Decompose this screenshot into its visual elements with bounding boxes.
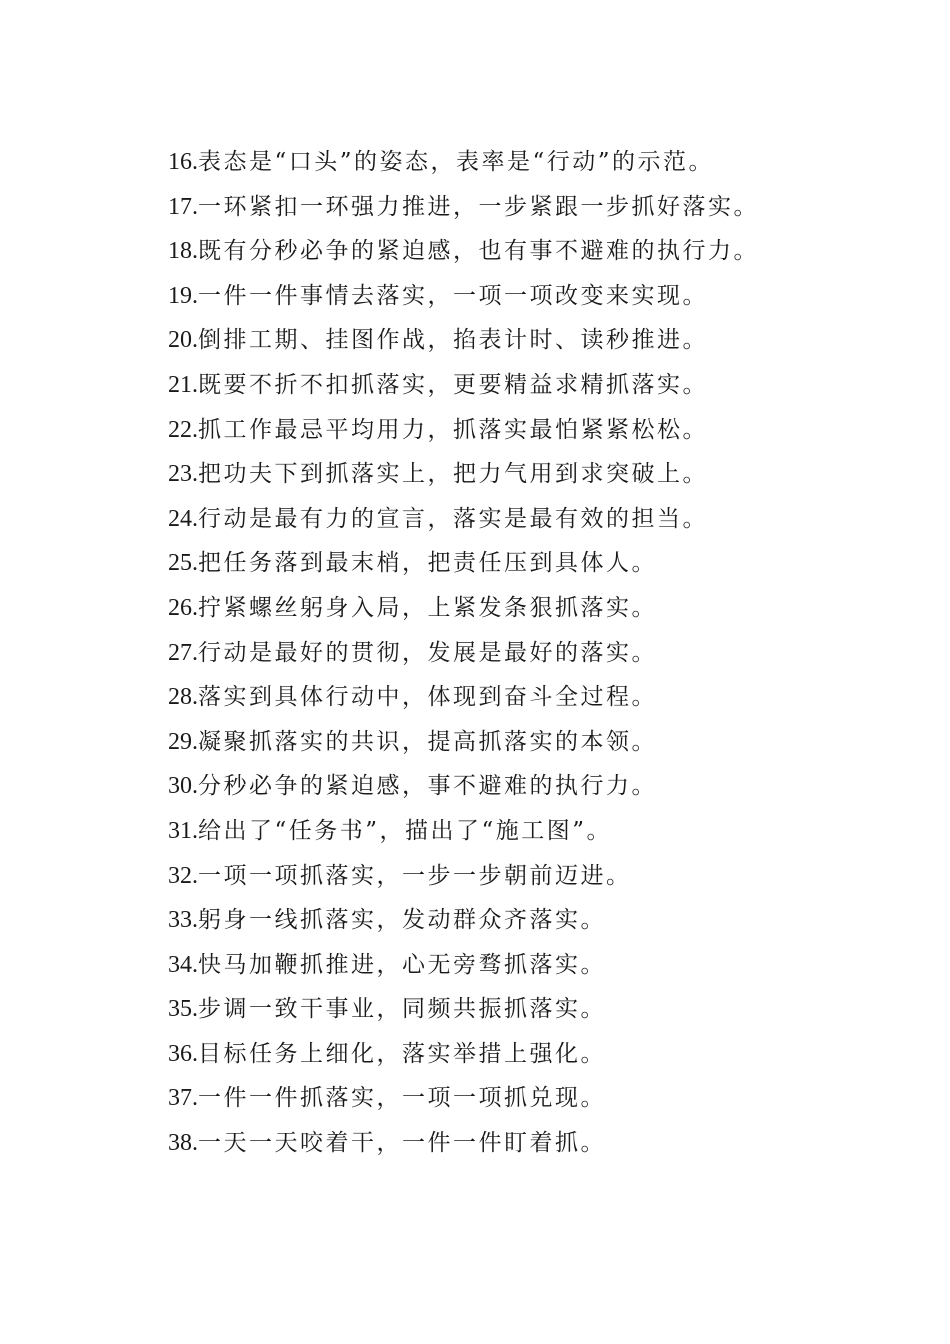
slogan-list (168, 140, 928, 1166)
list-item (168, 497, 928, 542)
item-number: 38. (168, 1130, 198, 1157)
item-text: 一件一件事情去落实，一项一项改变来实现。 (198, 282, 708, 309)
item-number: 21. (168, 371, 198, 398)
item-number: 18. (168, 238, 198, 265)
list-item (168, 274, 928, 319)
item-text: 表态是“口头”的姿态，表率是“行动”的示范。 (198, 149, 715, 175)
item-text: 快马加鞭抓推进，心无旁骛抓落实。 (198, 951, 606, 978)
item-text: 步调一致干事业，同频共振抓落实。 (198, 996, 606, 1023)
list-item (168, 140, 928, 185)
item-text: 凝聚抓落实的共识，提高抓落实的本领。 (198, 728, 657, 755)
item-text: 目标任务上细化，落实举措上强化。 (198, 1040, 606, 1067)
item-text: 拧紧螺丝躬身入局，上紧发条狠抓落实。 (198, 594, 657, 621)
list-item (168, 631, 928, 676)
list-item (168, 229, 928, 274)
item-text: 落实到具体行动中，体现到奋斗全过程。 (198, 684, 657, 711)
list-item (168, 809, 928, 854)
item-number: 28. (168, 684, 198, 711)
list-item (168, 408, 928, 453)
item-text: 行动是最好的贯彻，发展是最好的落实。 (198, 639, 657, 666)
list-item (168, 1076, 928, 1121)
list-item (168, 898, 928, 943)
item-number: 32. (168, 862, 198, 889)
item-text: 既有分秒必争的紧迫感，也有事不避难的执行力。 (198, 238, 759, 265)
item-number: 19. (168, 282, 198, 309)
list-item (168, 854, 928, 899)
item-text: 既要不折不扣抓落实，更要精益求精抓落实。 (198, 371, 708, 398)
item-number: 26. (168, 594, 198, 621)
item-text: 一天一天咬着干，一件一件盯着抓。 (198, 1130, 606, 1157)
item-number: 33. (168, 907, 198, 934)
list-item (168, 541, 928, 586)
item-text: 把任务落到最末梢，把责任压到具体人。 (198, 550, 657, 577)
item-text: 抓工作最忌平均用力，抓落实最怕紧紧松松。 (198, 416, 708, 443)
list-item (168, 363, 928, 408)
item-number: 16. (168, 149, 198, 175)
item-text: 一件一件抓落实，一项一项抓兑现。 (198, 1085, 606, 1112)
item-number: 27. (168, 639, 198, 666)
item-text: 给出了“任务书”，描出了“施工图”。 (198, 817, 613, 844)
item-number: 30. (168, 773, 198, 800)
item-text: 躬身一线抓落实，发动群众齐落实。 (198, 907, 606, 934)
list-item (168, 675, 928, 720)
item-number: 23. (168, 461, 198, 488)
item-text: 把功夫下到抓落实上，把力气用到求突破上。 (198, 461, 708, 488)
item-number: 22. (168, 416, 198, 443)
item-text: 分秒必争的紧迫感，事不避难的执行力。 (198, 773, 657, 800)
item-text: 一环紧扣一环强力推进，一步紧跟一步抓好落实。 (198, 193, 759, 220)
item-number: 29. (168, 728, 198, 755)
list-item (168, 764, 928, 809)
list-item (168, 185, 928, 230)
item-number: 24. (168, 505, 198, 532)
item-text: 行动是最有力的宣言，落实是最有效的担当。 (198, 505, 708, 532)
item-number: 35. (168, 996, 198, 1023)
item-number: 31. (168, 817, 198, 844)
list-item (168, 987, 928, 1032)
item-number: 20. (168, 327, 198, 354)
item-number: 37. (168, 1085, 198, 1112)
list-item (168, 1032, 928, 1077)
list-item (168, 943, 928, 988)
item-number: 34. (168, 951, 198, 978)
item-text: 倒排工期、挂图作战，掐表计时、读秒推进。 (198, 327, 708, 354)
list-item (168, 318, 928, 363)
list-item (168, 452, 928, 497)
item-number: 36. (168, 1040, 198, 1067)
item-text: 一项一项抓落实，一步一步朝前迈进。 (198, 862, 632, 889)
list-item (168, 720, 928, 765)
list-item (168, 586, 928, 631)
list-item (168, 1121, 928, 1166)
item-number: 25. (168, 550, 198, 577)
item-number: 17. (168, 193, 198, 220)
